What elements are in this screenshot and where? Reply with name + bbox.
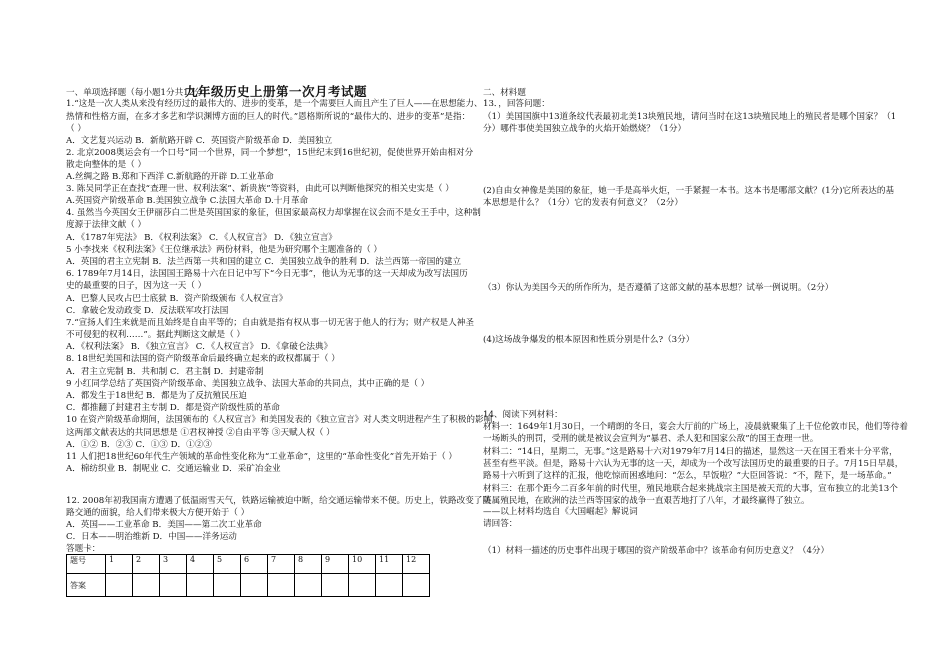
- right-text-line: ——以上材料均选自《大国崛起》解说词: [483, 507, 638, 517]
- left-text-line: 散走向整体的是（ ）: [66, 160, 147, 170]
- answer-cell[interactable]: [187, 574, 214, 597]
- question-number: 10: [349, 555, 376, 574]
- left-text-line: A．都发生于18世纪 B．都是为了反抗殖民压迫: [66, 391, 247, 401]
- question-number: 2: [133, 555, 160, 574]
- answer-cell[interactable]: [133, 574, 160, 597]
- question-number: 7: [268, 555, 295, 574]
- left-text-line: A.英国资产阶级革命 B.美国独立战争 C.法国大革命 D.十月革命: [66, 196, 309, 206]
- question-number: 5: [214, 555, 241, 574]
- answer-sheet-table: [66, 554, 430, 597]
- question-number: 8: [295, 555, 322, 574]
- left-text-line: 7.“宣扬人们生来就是而且始终是自由平等的；自由就是指有权从事一切无害于他人的行为；财产权是人神圣: [66, 318, 474, 328]
- left-text-line: 答题卡：: [66, 544, 101, 554]
- right-text-line: 分）哪件事使美国独立战争的火焰开始燃烧？（1分）: [483, 124, 687, 134]
- question-number: 12: [403, 555, 430, 574]
- right-text-line: 材料三：在那个距今二百多年前的时代里，殖民地联合起来挑战宗主国是被天荒的大事，宣布独立的北美13个: [483, 484, 898, 494]
- question-number: 3: [160, 555, 187, 574]
- right-text-line: 路易十六听到了这样的汇报，他吃惊而困惑地问：“怎么，早饭啦？”大臣回答说：“不，陛下，是一场革命。”: [483, 471, 892, 481]
- page-title: 九年级历史上册第一次月考试题: [185, 84, 368, 99]
- answer-cell[interactable]: [376, 574, 403, 597]
- left-text-line: 5 小李找来《权利法案》《王位继承法》两份材料，他是为研究哪个主题准备的（ ）: [66, 245, 383, 255]
- left-text-line: A．《权利法案》 B．《独立宣言》 C．《人权宣言》 D．《拿破仑法典》: [66, 342, 333, 352]
- left-text-line: 一、单项选择题（每小题1分共12分）: [66, 88, 212, 98]
- question-number: 1: [106, 555, 133, 574]
- left-text-line: 不可侵犯的权利……”。据此判断这文献是（ ）: [66, 330, 246, 340]
- question-number: 6: [241, 555, 268, 574]
- left-text-line: 12. 2008年初我国南方遭遇了低温雨雪天气，铁路运输被迫中断，给交通运输带来不便。历史上，铁路改变了陆: [66, 496, 491, 506]
- left-text-line: 4. 虽然当今英国女王伊丽莎白二世是英国国家的象征，但国家最高权力却掌握在议会而不是女王手中，这种制: [66, 208, 481, 218]
- left-text-line: 3. 陈吴同学正在查找“查理一世、权利法案”、新贵族”等资料，由此可以判断他探究的相关史实是（ ）: [66, 184, 454, 194]
- left-text-line: A．《1787年宪法》 B．《权利法案》 C．《人权宣言》 D．《独立宣言》: [66, 233, 337, 243]
- left-text-line: 这两部文献表达的共同思想是 ①君权神授 ②自由平等 ③天赋人权（ ）: [66, 428, 335, 438]
- left-text-line: A．①② B．②③ C．①③ D．①②③: [66, 440, 212, 450]
- left-text-line: 度源于法律文献（ ）: [66, 220, 147, 230]
- left-text-line: C．日本——明治维新 D．中国——洋务运动: [66, 532, 237, 542]
- left-text-line: 热情和性格方面，在多才多艺和学识渊博方面的巨人的时代。”恩格斯所说的“最伟大的、进步的变革”是指：: [66, 112, 471, 122]
- right-text-line: 本思想是什么？（1分）它的发表有何意义？（2分）: [483, 198, 683, 208]
- left-text-line: 6. 1789年7月14日，法国国王路易十六在日记中写下“今日无事”，他认为无事的这一天却成为改写法国历: [66, 269, 468, 279]
- right-text-line: 请回答：: [483, 519, 518, 529]
- left-text-line: 10 在资产阶级革命期间，法国颁布的《人权宣言》和美国发表的《独立宣言》对人类文明进程产生了积极的影响，: [66, 415, 501, 425]
- left-text-line: A.丝绸之路 B.郑和下西洋 C.新航路的开辟 D.工业革命: [66, 172, 274, 182]
- left-text-line: A．英国——工业革命 B．美国——第二次工业革命: [66, 520, 262, 530]
- right-text-line: （1）美国国旗中13道条纹代表最初北美13块殖民地，请问当时在这13块殖民地上的殖民者是哪个国家？（1: [483, 112, 897, 122]
- right-text-line: 一场断头的刑罚，受刑的就是被议会宣判为“暴君、杀人犯和国家公敌”的国王查理一世。: [483, 434, 819, 444]
- left-text-line: 8. 18世纪美国和法国的资产阶级革命后最终确立起来的政权都属于（ ）: [66, 354, 340, 364]
- left-text-line: A．巴黎人民攻占巴士底狱 B．资产阶级颁布《人权宣言》: [66, 294, 288, 304]
- left-text-line: 2. 北京2008奥运会有一个口号“同一个世界，同一个梦想”，15世纪末到16世纪初，促使世界开始由相对分: [66, 148, 474, 158]
- right-text-line: (2)自由女神像是美国的象征，她一手是高举火炬，一手紧握一本书。这本书是哪部文献？(1分)它所表达的基: [483, 186, 895, 196]
- left-text-line: 11 人们把18世纪60年代生产领域的革命性变化称为“工业革命”，这里的“革命性变化”首先开始于（ ）: [66, 452, 458, 462]
- answer-cell[interactable]: [160, 574, 187, 597]
- left-text-line: （ ）: [66, 124, 86, 134]
- left-text-line: 路交通的面貌，给人们带来极大方便开始于（ ）: [66, 508, 250, 518]
- left-text-line: 史的最重要的日子，因为这一天（ ）: [66, 281, 207, 291]
- left-text-line: C．拿破仑发动政变 D．反法联军攻打法国: [66, 306, 229, 316]
- left-text-line: 1.“这是一次人类从来没有经历过的最伟大的、进步的变革，是一个需要巨人而且产生了巨人——在思想能力、: [66, 99, 483, 109]
- right-text-line: （3）你认为美国今天的所作所为，是否遵循了这部文献的基本思想？试举一例说明。（2分）: [483, 283, 834, 293]
- answer-cell[interactable]: [322, 574, 349, 597]
- left-text-line: A．英国的君主立宪制 B．法兰西第一共和国的建立 C．美国独立战争的胜利 D．法兰西第一帝国的建立: [66, 257, 462, 267]
- left-text-line: A．棉纺织业 B．制呢业 C．交通运输业 D．采矿冶金业: [66, 464, 281, 474]
- row-label-answer: 答案: [67, 574, 106, 597]
- question-number: 4: [187, 555, 214, 574]
- right-text-line: 14、阅读下列材料：: [483, 410, 563, 420]
- right-text-line: 13．，回答问题：: [483, 99, 550, 109]
- left-text-line: A．文艺复兴运动 B．新航路开辟 C．英国资产阶级革命 D．美国独立: [66, 136, 333, 146]
- answer-row-numbers: [67, 555, 430, 574]
- answer-cell[interactable]: [349, 574, 376, 597]
- right-text-line: 材料一：1649年1月30日，一个晴朗的冬日，宴会大厅前的广场上，凌晨就聚集了上千位伦敦市民，他们等待着: [483, 422, 908, 432]
- left-text-line: C．都推翻了封建君主专制 D．都是资产阶级性质的革命: [66, 403, 280, 413]
- question-number: 9: [322, 555, 349, 574]
- answer-cell[interactable]: [106, 574, 133, 597]
- answer-cell[interactable]: [403, 574, 430, 597]
- answer-cell[interactable]: [268, 574, 295, 597]
- right-text-line: 英属殖民地，在欧洲的法兰西等国家的战争一直艰苦地打了八年，才最终赢得了独立。: [483, 496, 810, 506]
- answer-row-answers: [67, 574, 430, 597]
- row-label-number: 题号: [67, 555, 106, 574]
- right-text-line: 甚至有些平淡。但是，路易十六认为无事的这一天，却成为一个改写法国历史的最重要的日子。7月15日早晨，: [483, 459, 904, 469]
- left-text-line: 9 小红同学总结了英国资产阶级革命、美国独立战争、法国大革命的共同点，其中正确的是（ ）: [66, 379, 430, 389]
- right-text-line: 二、材料题: [483, 88, 526, 98]
- answer-cell[interactable]: [241, 574, 268, 597]
- question-number: 11: [376, 555, 403, 574]
- right-text-line: (4)这场战争爆发的根本原因和性质分别是什么?（3分）: [483, 335, 695, 345]
- right-text-line: （1）材料一描述的历史事件出现于哪国的资产阶级革命中？该革命有何历史意义？（4分）: [483, 546, 830, 556]
- answer-cell[interactable]: [214, 574, 241, 597]
- right-text-line: 材料二：“14日，星期二，无事。”这是路易十六对1979年7月14日的描述，显然这一天在国王看来十分平常，: [483, 447, 898, 457]
- left-text-line: A．君主立宪制 B．共和制 C．君主制 D．封建帝制: [66, 367, 264, 377]
- answer-cell[interactable]: [295, 574, 322, 597]
